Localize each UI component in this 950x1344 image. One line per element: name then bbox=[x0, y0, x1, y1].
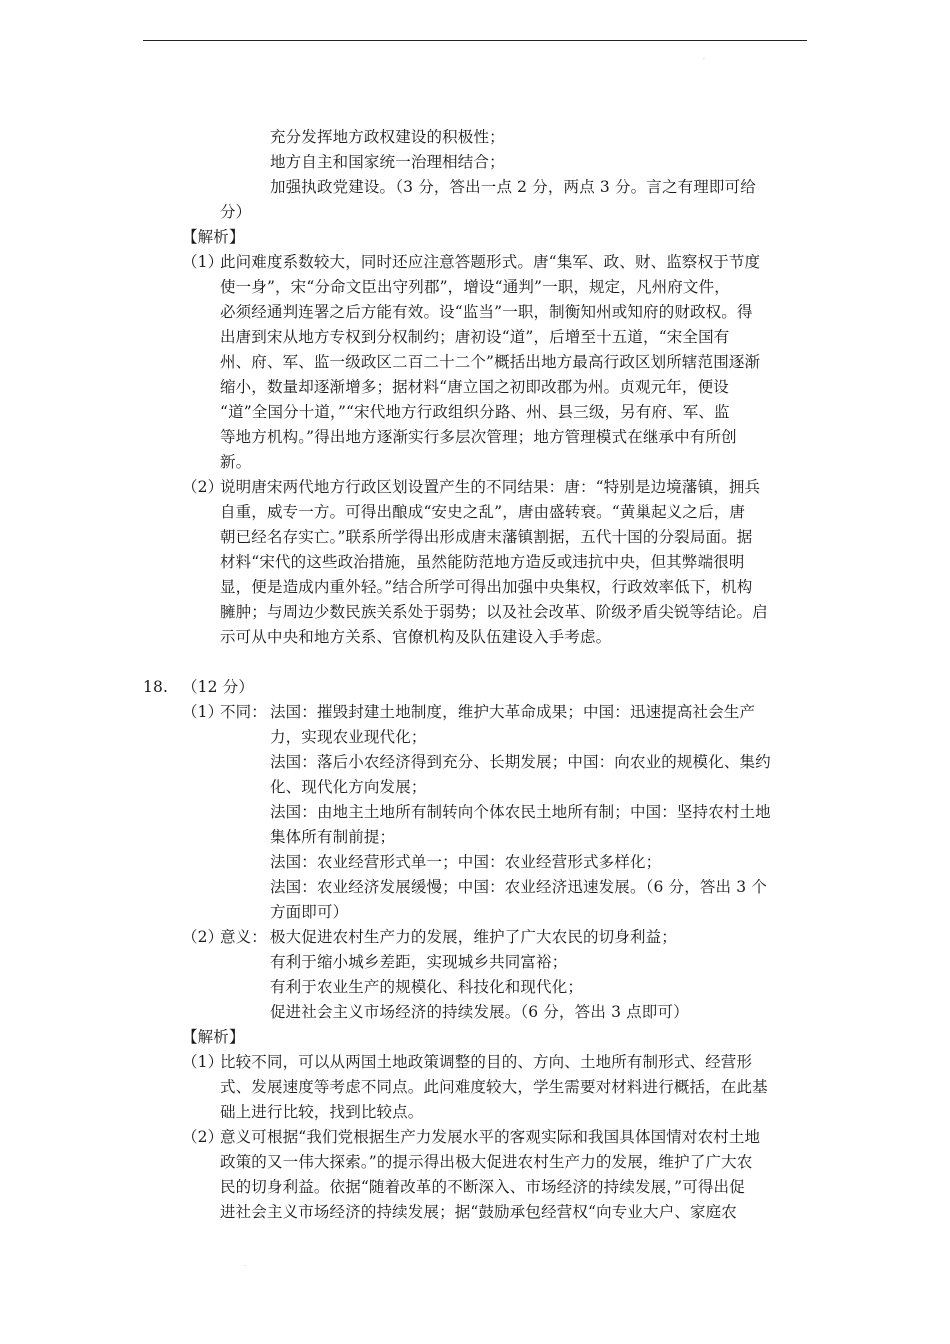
analysis-line: 自重，威专一方。可得出酿成“安史之乱”，唐由盛转衰。“黄巢起义之后，唐 bbox=[220, 503, 746, 521]
analysis-line: 民的切身利益。依据“随着改革的不断深入、市场经济的持续发展，”可得出促 bbox=[220, 1178, 745, 1196]
item-number: （2） bbox=[182, 1128, 224, 1146]
analysis-line: 式、发展速度等考虑不同点。此问难度较大，学生需要对材料进行概括，在此基 bbox=[220, 1078, 768, 1096]
answer-line: 加强执政党建设。（3 分，答出一点 2 分，两点 3 分。言之有理即可给 bbox=[270, 178, 756, 196]
answer-line: 促进社会主义市场经济的持续发展。（6 分，答出 3 点即可） bbox=[270, 1003, 689, 1021]
header-rule bbox=[143, 40, 807, 41]
analysis-label: 【解析】 bbox=[182, 228, 245, 246]
answer-line: 法国：摧毁封建土地制度，维护大革命成果；中国：迅速提高社会生产 bbox=[270, 703, 756, 721]
item-number: （1） bbox=[182, 1053, 224, 1071]
answer-line: 有利于缩小城乡差距，实现城乡共同富裕； bbox=[270, 953, 568, 971]
answer-line: 力，实现农业现代化； bbox=[270, 728, 427, 746]
analysis-label: 【解析】 bbox=[182, 1028, 245, 1046]
item-number: （1） bbox=[182, 703, 224, 721]
item-lead: 意义： bbox=[220, 928, 267, 946]
answer-line: 法国：农业经营形式单一；中国：农业经营形式多样化； bbox=[270, 853, 662, 871]
question-number: 18. bbox=[143, 678, 169, 696]
analysis-line: “道”全国分十道，”“宋代地方行政组织分路、州、县三级，另有府、军、监 bbox=[220, 403, 730, 421]
answer-line: 法国：由地主土地所有制转向个体农民土地所有制；中国：坚持农村土地 bbox=[270, 803, 771, 821]
analysis-line: 示可从中央和地方关系、官僚机构及队伍建设入手考虑。 bbox=[220, 628, 612, 646]
answer-line: 极大促进农村生产力的发展，维护了广大农民的切身利益； bbox=[270, 928, 677, 946]
question-score: （12 分） bbox=[182, 678, 255, 696]
analysis-line: 政策的又一伟大探索。”的提示得出极大促进农村生产力的发展，维护了广大农 bbox=[220, 1153, 753, 1171]
analysis-line: 臃肿；与周边少数民族关系处于弱势；以及社会改革、阶级矛盾尖锐等结论。启 bbox=[220, 603, 768, 621]
analysis-line: 础上进行比较，找到比较点。 bbox=[220, 1103, 424, 1121]
item-lead: 不同： bbox=[220, 703, 267, 721]
analysis-line: 使一身”，宋“分命文臣出守列郡”，增设“通判”一职，规定，凡州府文件， bbox=[220, 278, 730, 296]
analysis-line: 州、府、军、监一级政区二百二十二个”概括出地方最高行政区划所辖范围逐渐 bbox=[220, 353, 761, 371]
answer-line: 有利于农业生产的规模化、科技化和现代化； bbox=[270, 978, 584, 996]
analysis-line: 进社会主义市场经济的持续发展；据“鼓励承包经营权“向专业大户、家庭农 bbox=[220, 1203, 737, 1221]
answer-line: 化、现代化方向发展； bbox=[270, 778, 427, 796]
answer-line: 地方自主和国家统一治理相结合； bbox=[270, 153, 505, 171]
item-number: （2） bbox=[182, 928, 224, 946]
answer-line: 集体所有制前提； bbox=[270, 828, 396, 846]
analysis-line: 出唐到宋从地方专权到分权制约；唐初设“道”，后增至十五道，“宋全国有 bbox=[220, 328, 730, 346]
answer-line: 分） bbox=[220, 203, 252, 221]
analysis-line: 此问难度系数较大，同时还应注意答题形式。唐“集军、政、财、监察权于节度 bbox=[220, 253, 761, 271]
analysis-line: 材料“宋代的这些政治措施，虽然能防范地方造反或违抗中央，但其弊端很明 bbox=[220, 553, 745, 571]
analysis-line: 必须经通判连署之后方能有效。设“监当”一职，制衡知州或知府的财政权。得 bbox=[220, 303, 753, 321]
answer-line: 方面即可） bbox=[270, 903, 349, 921]
header-mark: . bbox=[703, 54, 705, 61]
item-number: （1） bbox=[182, 253, 224, 271]
answer-line: 法国：农业经济发展缓慢；中国：农业经济迅速发展。（6 分，答出 3 个 bbox=[270, 878, 768, 896]
footer-mark: . bbox=[244, 1261, 246, 1268]
answer-line: 充分发挥地方政权建设的积极性； bbox=[270, 128, 505, 146]
analysis-line: 等地方机构。”得出地方逐渐实行多层次管理；地方管理模式在继承中有所创 bbox=[220, 428, 737, 446]
answer-line: 法国：落后小农经济得到充分、长期发展；中国：向农业的规模化、集约 bbox=[270, 753, 771, 771]
analysis-line: 新。 bbox=[220, 453, 252, 471]
analysis-line: 缩小，数量却逐渐增多；据材料“唐立国之初即改郡为州。贞观元年，便设 bbox=[220, 378, 729, 396]
analysis-line: 意义可根据“我们党根据生产力发展水平的客观实际和我国具体国情对农村土地 bbox=[220, 1128, 761, 1146]
analysis-line: 比较不同，可以从两国土地政策调整的目的、方向、土地所有制形式、经营形 bbox=[220, 1053, 753, 1071]
item-number: （2） bbox=[182, 478, 224, 496]
analysis-line: 显，便是造成内重外轻。”结合所学可得出加强中央集权，行政效率低下，机构 bbox=[220, 578, 753, 596]
analysis-line: 说明唐宋两代地方行政区划设置产生的不同结果：唐：“特别是边境藩镇，拥兵 bbox=[220, 478, 761, 496]
analysis-line: 朝已经名存实亡。”联系所学得出形成唐末藩镇割据，五代十国的分裂局面。据 bbox=[220, 528, 753, 546]
